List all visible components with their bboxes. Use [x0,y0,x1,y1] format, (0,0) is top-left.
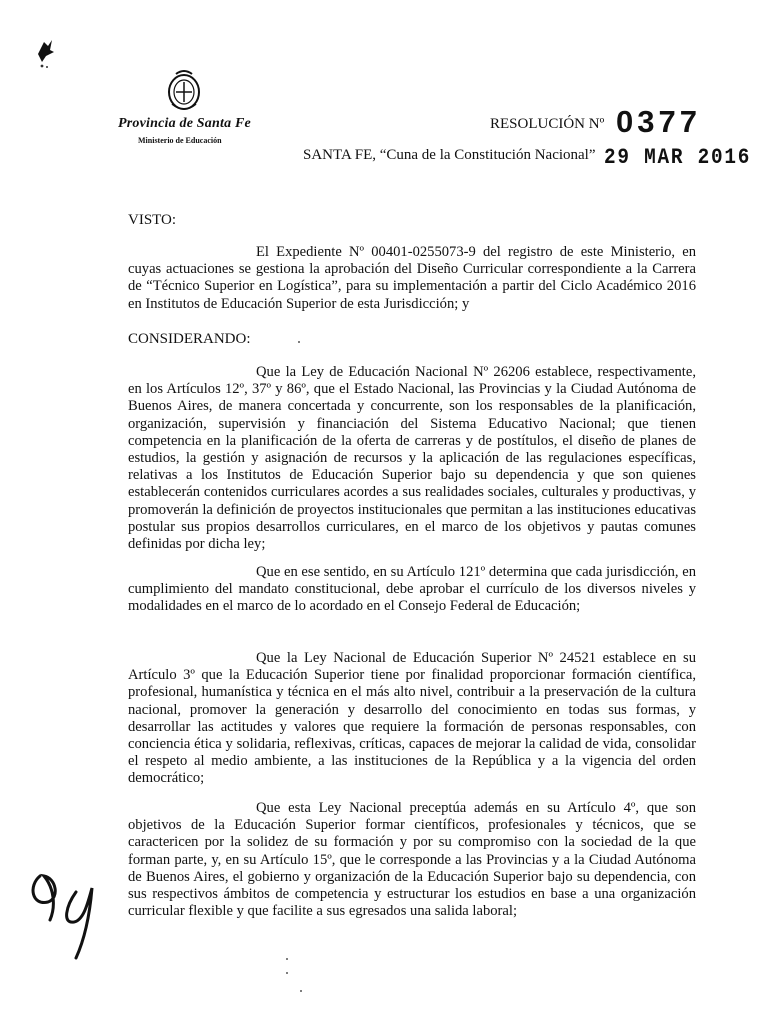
considerando-paragraph-4: Que esta Ley Nacional preceptúa además en su Artículo 4º, que son objetivos de la Educación Superior formar científicos, profesionales y técnicos, que se caractericen por la solidez de su formación y por su compromiso con la sociedad de la que forman parte, y, en su Artículo 15º, que le corresponde a las Provincias y a la Ciudad Autónoma de Buenos Aires, el gobierno y organización de la Educación Superior bajo su dependencia, con sus respectivos ámbitos de competencia y estructurar los estudios en base a una organización curricular flexible y que facilite a sus egresados una salida laboral; [128,800,696,920]
speck [286,972,288,974]
considerando-paragraph-2: Que en ese sentido, en su Artículo 121º determina que cada jurisdicción, en cumplimiento del mandato constitucional, debe aprobar el currículo de los diversos niveles y modalidades en el marco de lo acordado en el Consejo Federal de Educación; [128,564,696,615]
considerando-heading: CONSIDERANDO: [128,331,251,347]
corner-mark-icon [34,36,56,70]
speck [298,341,300,343]
province-seal-icon [164,68,204,114]
visto-paragraph: El Expediente Nº 00401-0255073-9 del registro de este Ministerio, en cuyas actuaciones se gestiona la aprobación del Diseño Curricular correspondiente a la Carrera de “Técnico Superior en Logística”, para su implementación a partir del Ciclo Académico 2016 en Institutos de Educación Superior de esta Jurisdicción; y [128,244,696,312]
resolution-number: 0377 [616,104,701,139]
resolution-label: RESOLUCIÓN Nº [490,116,605,132]
speck [286,958,288,960]
considerando-paragraph-1: Que la Ley de Educación Nacional Nº 26206 establece, respectivamente, en los Artículos 12º, 37º y 86º, que el Estado Nacional, las Provincias y la Ciudad Autónoma de Buenos Aires, de manera concertada y concurrente, son los responsables de la planificación, organización, supervisión y financiación del Sistema Educativo Nacional; que tienen competencia en la planificación de la oferta de carreras y de postítulos, el diseño de planes de estudios, la gestión y asignación de recursos y la aplicación de las regulaciones específicas, relativas a los Institutos de Educación Superior bajo su dependencia y que son quienes establecerán contenidos curriculares acordes a sus realidades sociales, culturales y productivas, y promoverán la definición de proyectos institucionales que permitan a las instituciones educativas postular sus propios desarrollos curriculares, en el marco de los objetivos y pautas comunes definidas por dicha ley; [128,364,696,553]
visto-heading: VISTO: [128,212,177,228]
speck [300,990,302,992]
city-line: SANTA FE, “Cuna de la Constitución Nacional” [303,147,596,163]
ministry-name: Ministerio de Educación [138,136,222,145]
date-stamp: 29 MAR 2016 [604,145,752,170]
province-name: Provincia de Santa Fe [118,116,251,131]
considerando-paragraph-3: Que la Ley Nacional de Educación Superior Nº 24521 establece en su Artículo 3º que la Educación Superior tiene por finalidad proporcionar formación científica, profesional, humanística y técnica en el más alto nivel, contribuir a la preservación de la cultura nacional, promover la generación y desarrollo del conocimiento en todas sus formas, y desarrollar las actitudes y valores que requiere la formación de personas responsables, con conciencia ética y solidaria, reflexivas, críticas, capaces de mejorar la calidad de vida, consolidar el respeto al medio ambiente, a las instituciones de la República y a la vigencia del orden democrático; [128,650,696,787]
handwritten-initials [26,862,116,962]
